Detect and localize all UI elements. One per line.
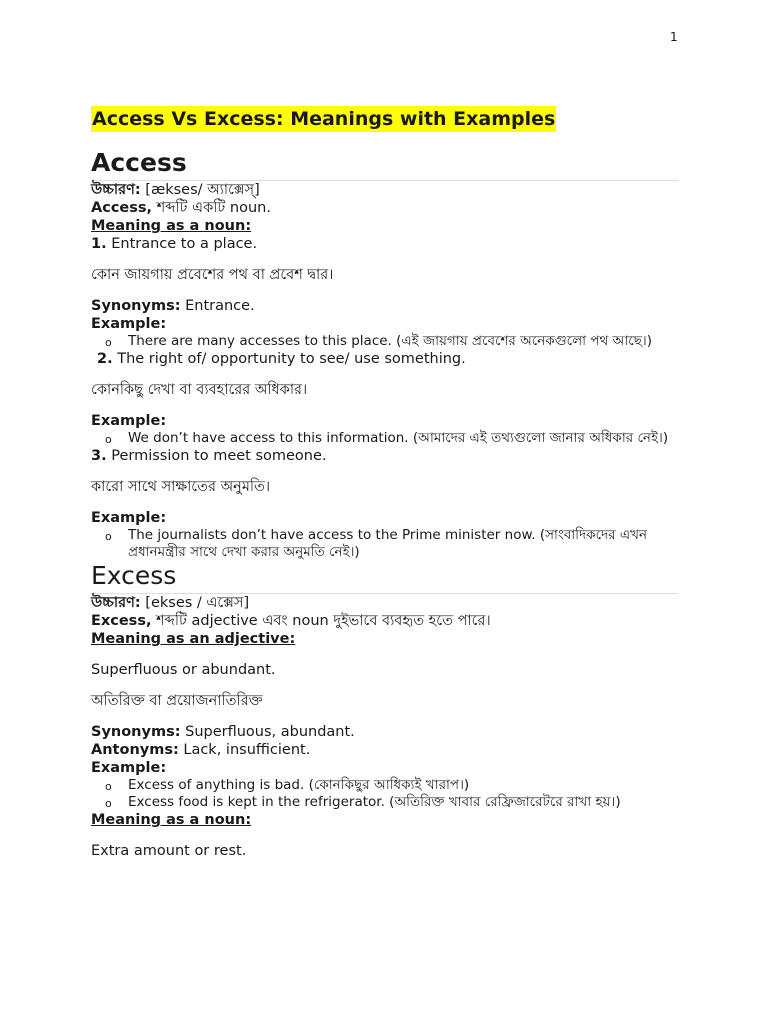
list-item: o The journalists don’t have access to the Prime minister now. (সাংবাদিকদের এখন প্রধানমন্ত্রীর সাথে দেখা করার অনুমতি নেই।) (128, 527, 678, 561)
example-label: Example: (91, 413, 167, 429)
pronunciation-line (91, 594, 678, 612)
meaning-2 (91, 350, 678, 368)
synonyms-text: Superfluous, abundant. (180, 724, 355, 740)
meaning-text: Permission to meet someone. (106, 448, 327, 464)
adjective-meaning: Superfluous or abundant. (91, 662, 276, 678)
meaning-number: 1. (91, 236, 107, 252)
part-of-speech-line (91, 612, 678, 630)
example-list (91, 527, 678, 561)
part-of-speech-line (91, 199, 678, 217)
example-label: Example: (91, 760, 167, 776)
meaning-3 (91, 447, 678, 465)
meaning-translation: অতিরিক্ত বা প্রয়োজনাতিরিক্ত (91, 693, 263, 709)
antonyms-label: Antonyms: (91, 742, 179, 758)
synonyms-label: Synonyms: (91, 298, 181, 314)
meaning-text: The right of/ opportunity to see/ use something. (112, 351, 466, 367)
heading-access: Access (91, 148, 678, 181)
list-item: o There are many accesses to this place. (এই জায়গায় প্রবেশের অনেকগুলো পথ আছে।) (128, 333, 678, 350)
heading-excess: Excess (91, 561, 678, 594)
meaning-number: 2. (97, 351, 113, 367)
part-of-speech-text: শব্দটি adjective এবং noun দুইভাবে ব্যবহৃত হতে পারে। (151, 613, 491, 629)
list-item: o We don’t have access to this information. (আমাদের এই তথ্যগুলো জানার অধিকার নেই।) (128, 430, 678, 447)
meaning-adjective-label: Meaning as an adjective: (91, 631, 296, 647)
noun-meaning: Extra amount or rest. (91, 843, 247, 859)
example-label: Example: (91, 316, 167, 332)
synonyms-text: Entrance. (180, 298, 255, 314)
document-title: Access Vs Excess: Meanings with Examples (92, 108, 556, 130)
meaning-number: 3. (91, 448, 107, 464)
page-number: 1 (670, 30, 678, 44)
meaning-translation: কোনকিছু দেখা বা ব্যবহারের অধিকার। (91, 382, 308, 398)
pronunciation-value: [ekses / এক্সেস] (140, 595, 250, 611)
meaning-1 (91, 235, 678, 253)
list-item: o Excess of anything is bad. (কোনকিছুর আধিক্যই খারাপ।) (128, 777, 678, 794)
meaning-noun-label: Meaning as a noun: (91, 218, 252, 234)
part-of-speech-text: শব্দটি একটি noun. (152, 200, 271, 216)
meaning-translation: কারো সাথে সাক্ষাতের অনুমতি। (91, 479, 271, 495)
pronunciation-label: উচ্চারণ: (91, 595, 141, 611)
meaning-text: Entrance to a place. (106, 236, 258, 252)
pronunciation-value: [ækses/ অ্যাক্সেস্] (140, 182, 260, 198)
document-body (91, 106, 678, 860)
synonyms-label: Synonyms: (91, 724, 181, 740)
list-item: o Excess food is kept in the refrigerator. (অতিরিক্ত খাবার রেফ্রিজারেটরে রাখা হয়।) (128, 794, 678, 811)
meaning-translation: কোন জায়গায় প্রবেশের পথ বা প্রবেশ দ্বার। (91, 267, 334, 283)
word-label: Access, (91, 200, 153, 216)
synonyms-line (91, 297, 678, 315)
antonyms-text: Lack, insufficient. (178, 742, 311, 758)
pronunciation-label: উচ্চারণ: (91, 182, 141, 198)
synonyms-line (91, 723, 678, 741)
word-label: Excess, (91, 613, 152, 629)
example-list (91, 777, 678, 811)
pronunciation-line (91, 181, 678, 199)
example-label: Example: (91, 510, 167, 526)
antonyms-line (91, 741, 678, 759)
example-list (91, 430, 678, 447)
meaning-noun-label: Meaning as a noun: (91, 812, 252, 828)
example-list (91, 333, 678, 350)
